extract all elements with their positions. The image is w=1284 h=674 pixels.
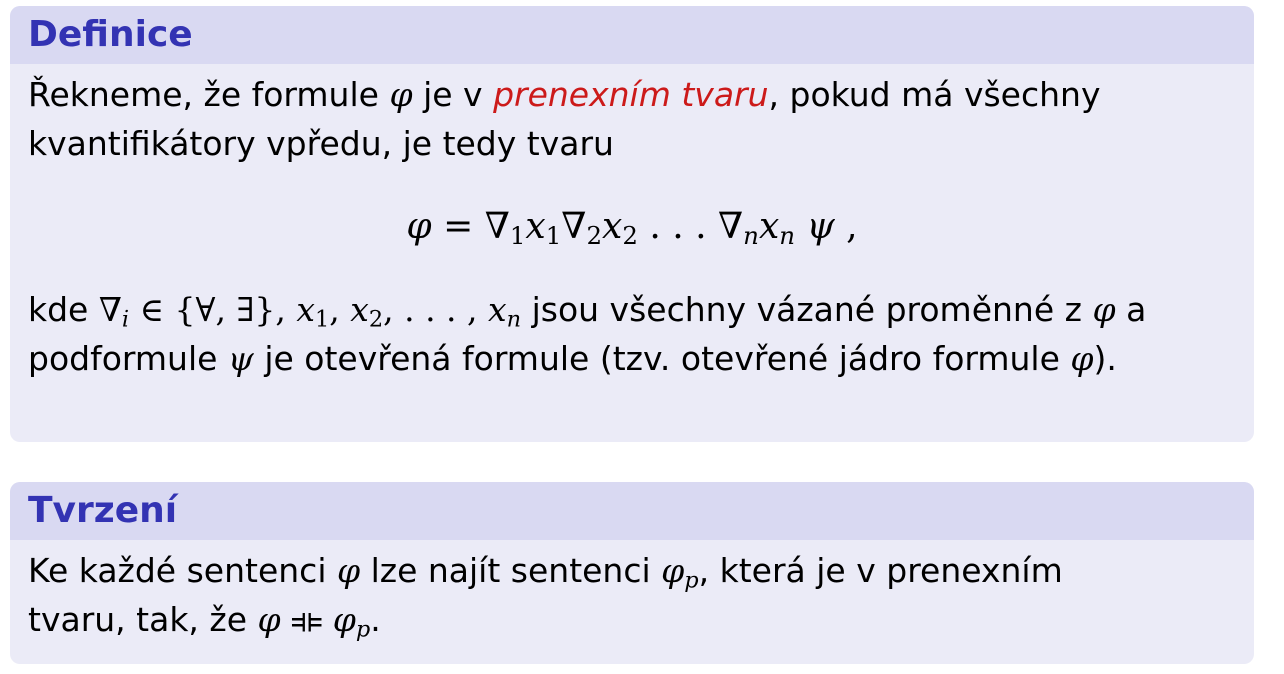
phi-symbol: φ xyxy=(1092,290,1116,329)
equivalence-symbol: ⟚ xyxy=(291,600,323,639)
phi-symbol: φ xyxy=(1070,339,1094,378)
claim-line-2: tvaru, tak, že φ ⟚ $\varphi_p$. xyxy=(28,600,381,643)
highlighted-term: prenexním tvaru xyxy=(493,75,769,114)
definition-title: Definice xyxy=(10,6,1254,64)
claim-line-1: Ke každé sentenci φ lze najít sentenci $\varphi_p$, která je v prenexním xyxy=(28,551,1063,594)
definition-line-4: podformule ψ je otevřená formule (tzv. otevřené jádro formule φ). xyxy=(28,339,1117,378)
phi-symbol: φ xyxy=(389,75,413,114)
phi-symbol: φ xyxy=(336,551,361,590)
variables-list: $x_1$, $x_2$, . . . , $x_n$ xyxy=(296,290,522,333)
definition-body xyxy=(10,64,1254,383)
definition-line-1: Řekneme, že formule φ je v prenexním tvaru, pokud má všechny xyxy=(28,75,1101,114)
definition-line-3: kde $\nabla_i$ ∈ {∀, ∃}, $x_1$, $x_2$, . . . , $x_n$ jsou všechny vázané proměnné z φ a xyxy=(28,290,1147,333)
nabla-i-symbol: $\nabla_i$ xyxy=(98,290,130,333)
claim-title: Tvrzení xyxy=(10,482,1254,540)
claim-body xyxy=(10,540,1254,644)
prenex-formula: $\varphi = \nabla_1x_1\nabla_2x_2$ . . . $\nabla_nx_n$ ψ , xyxy=(406,206,858,251)
phi-p-symbol: $\varphi_p$ xyxy=(332,600,371,643)
phi-p-symbol: $\varphi_p$ xyxy=(661,551,699,594)
definition-line-2: kvantifikátory vpředu, je tedy tvaru xyxy=(28,124,614,163)
definition-block xyxy=(10,6,1254,442)
phi-symbol: φ xyxy=(257,600,281,639)
psi-symbol: ψ xyxy=(227,339,254,378)
claim-block xyxy=(10,482,1254,664)
